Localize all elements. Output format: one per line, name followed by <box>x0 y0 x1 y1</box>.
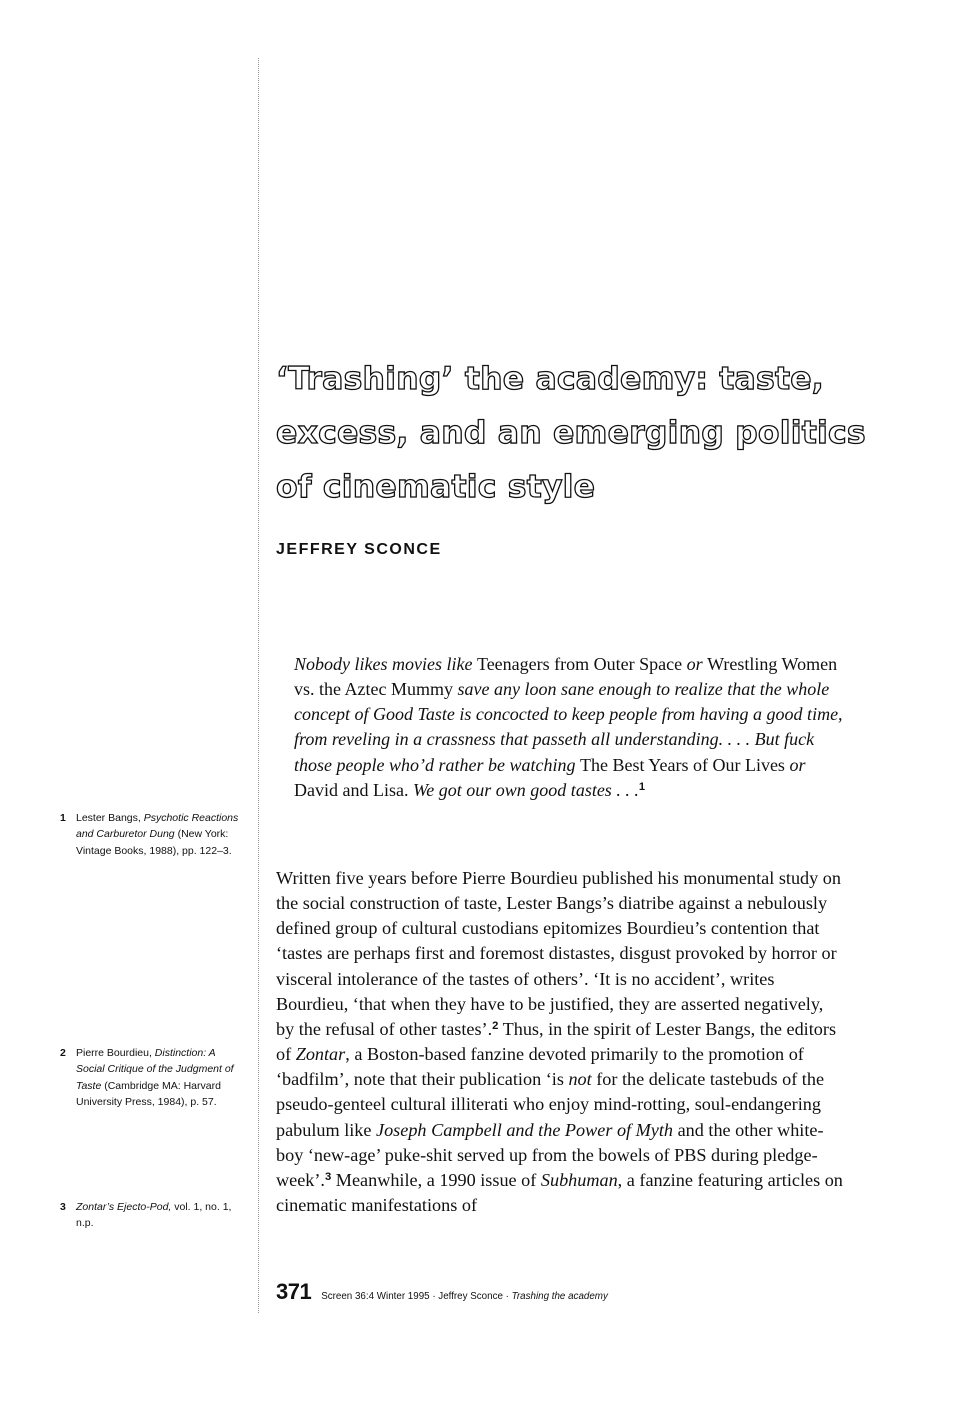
body-text-6: Meanwhile, a 1990 issue of <box>331 1169 541 1190</box>
epigraph-text-3: save any loon sane enough to realize that the whole concept of Good Taste is concocted to keep people from having a good time, from reveling in a crassness that passeth all understanding. . . . But fuck those people who’d rather be watching <box>294 679 843 775</box>
footnote-1 <box>60 810 240 859</box>
epigraph-film-1: Teenagers from Outer Space <box>476 654 683 674</box>
epigraph-text-5: We got our own good tastes . . . <box>408 779 639 800</box>
footnote-title: Zontar’s Ejecto-Pod, <box>76 1201 172 1213</box>
footnote-ref-3: 3 <box>324 1170 332 1183</box>
body-text-7: , a fanzine featuring articles on cinematic manifestations of <box>276 1169 843 1216</box>
epigraph-text-4: or <box>784 754 806 775</box>
body-zontar: Zontar <box>295 1044 346 1065</box>
running-footer <box>321 1291 608 1302</box>
page-footer <box>276 1279 608 1305</box>
body-text-3: , a Boston-based fanzine devoted primarily to the promotion of ‘badfilm’, note that their publication ‘is <box>276 1044 804 1090</box>
footnote-ref-2: 2 <box>492 1019 499 1032</box>
footnote-text: Lester Bangs, <box>76 812 144 824</box>
margin-rule <box>258 58 259 1313</box>
page-number: 371 <box>276 1279 312 1304</box>
body-text-1: Written five years before Pierre Bourdieu published his monumental study on the social construction of taste, Lester Bangs’s diatribe against a nebulously defined group of cultural custodians epitomizes Bourdieu’s contention that ‘tastes are perhaps first and foremost distastes, disgust provoked by horror or visceral intolerance of the tastes of others’. ‘It is no accident’, writes Bourdieu, ‘that when they have to be justified, they are asserted negatively, by the refusal of other tastes’. <box>276 868 841 1039</box>
short-title: Trashing the academy <box>511 1291 608 1302</box>
footnote-ref-1: 1 <box>638 780 646 793</box>
footnote-number: 2 <box>60 1047 66 1059</box>
footnote-number: 1 <box>60 812 66 824</box>
article-title: ‘Trashing’ the academy: taste, excess, and an emerging politics of cinematic style <box>276 361 866 505</box>
epigraph <box>294 652 844 803</box>
epigraph-text-1: Nobody likes movies like <box>294 654 477 674</box>
footnote-number: 3 <box>60 1201 66 1213</box>
epigraph-film-4: David and Lisa. <box>294 779 409 800</box>
footnote-title: Distinction: A Social Critique of the Judgment of Taste <box>76 1047 234 1092</box>
body-not: not <box>568 1069 592 1090</box>
body-text-4: for the delicate tastebuds of the pseudo-genteel cultural illiterati who enjoy mind-rotting, soul-endangering pabulum like <box>276 1069 825 1140</box>
journal-info: Screen 36:4 Winter 1995 · Jeffrey Sconce · <box>321 1291 512 1302</box>
footnote-text: Pierre Bourdieu, <box>76 1047 155 1059</box>
body-text-2: Thus, in the spirit of Lester Bangs, the editors of <box>276 1018 837 1065</box>
epigraph-text-2: or <box>682 654 708 674</box>
body-campbell: Joseph Campbell and the Power of Myth <box>376 1119 674 1140</box>
footnote-text: (New York: Vintage Books, 1988), pp. 122–3. <box>76 828 232 857</box>
footnote-3 <box>60 1199 240 1232</box>
footnote-text: (Cambridge MA: Harvard University Press, 1984), p. 57. <box>76 1079 221 1109</box>
body-subhuman: Subhuman <box>540 1169 618 1190</box>
body-paragraph <box>276 866 844 1218</box>
footnote-2 <box>60 1045 240 1111</box>
body-text-5: and the other white-boy ‘new-age’ puke-shit served up from the bowels of PBS during pledge-week’. <box>276 1119 824 1190</box>
author-name: JEFFREY SCONCE <box>276 541 442 558</box>
epigraph-film-2: Wrestling Women vs. the Aztec Mummy <box>294 654 838 700</box>
footnote-text: vol. 1, no. 1, n.p. <box>76 1201 232 1230</box>
epigraph-film-3: The Best Years of Our Lives <box>579 754 785 775</box>
footnote-title: Psychotic Reactions and Carburetor Dung <box>76 812 239 841</box>
